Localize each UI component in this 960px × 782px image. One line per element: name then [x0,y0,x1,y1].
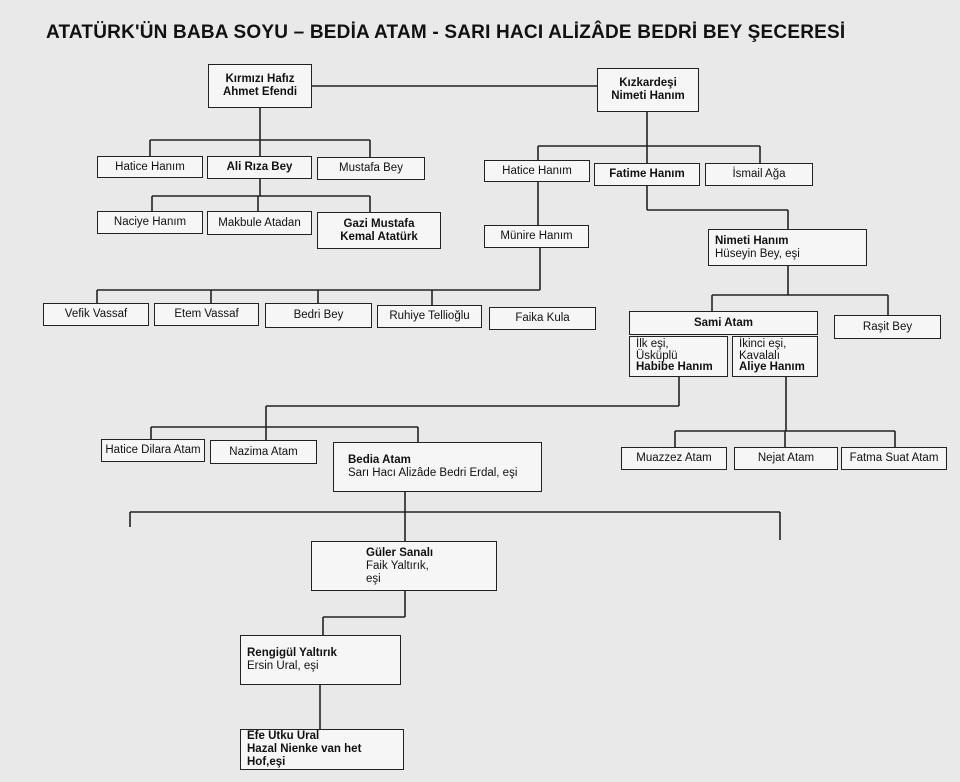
person-hatice-hanim-2: Hatice Hanım [484,160,590,182]
spouse-label: İlk eşi, [636,338,669,351]
person-bedri-bey: Bedri Bey [265,303,372,328]
person-naciye-hanim: Naciye Hanım [97,211,203,234]
person-fatime-hanim: Fatime Hanım [594,163,700,186]
person-makbule-atadan: Makbule Atadan [207,211,312,235]
spouse-line: Faik Yaltırık, eşi [366,559,429,585]
person-faika-kula: Faika Kula [489,307,596,330]
person-munire-hanim: Münire Hanım [484,225,589,248]
person-ali-riza-bey: Ali Rıza Bey [207,156,312,179]
page-title: ATATÜRK'ÜN BABA SOYU – BEDİA ATAM - SARI HACI ALİZÂDE BEDRİ BEY ŞECERESİ [46,22,846,43]
name-line: Rengigül Yaltırık [247,647,337,659]
person-kizkardesi-nimeti-hanim [597,68,699,112]
name-line: Efe Utku Ural [247,730,320,742]
name-line: Güler Sanalı [366,546,434,559]
name-line: Kızkardeşi [619,77,677,89]
person-kirmizi-hafiz-ahmet-efendi [208,64,312,108]
person-nejat-atam: Nejat Atam [734,447,838,470]
person-nazima-atam: Nazima Atam [210,440,317,464]
name-line: Bedia Atam [348,454,411,466]
spouse-line: Ersin Ural, eşi [247,660,319,672]
person-hatice-dilara-atam: Hatice Dilara Atam [101,439,205,462]
spouse-habibe-hanim [629,336,728,377]
person-bedia-atam [333,442,542,492]
person-rasit-bey: Raşit Bey [834,315,941,339]
name-line: Kırmızı Hafız [225,73,295,85]
person-guler-sanali [311,541,497,591]
spouse-origin: Kavalalı [739,349,780,362]
name-line: Nimeti Hanım [611,90,685,102]
person-etem-vassaf: Etem Vassaf [154,303,259,326]
person-hatice-hanim: Hatice Hanım [97,156,203,178]
person-sami-atam: Sami Atam [629,311,818,335]
person-fatma-suat-atam: Fatma Suat Atam [841,447,947,470]
spouse-origin: Üsküplü [636,349,678,362]
person-muazzez-atam: Muazzez Atam [621,447,727,470]
name-line: Ahmet Efendi [222,86,298,98]
spouse-line: Hüseyin Bey, eşi [715,247,800,260]
name-line: Gazi Mustafa [343,217,415,230]
spouse-label: İkinci eşi, [739,338,787,351]
person-gazi-mustafa-kemal-ataturk [317,212,441,249]
name-line: Kemal Atatürk [340,230,418,243]
spouse-name: Habibe Hanım [636,361,713,374]
spouse-name: Aliye Hanım [739,361,805,374]
person-vefik-vassaf: Vefik Vassaf [43,303,149,326]
spouse-aliye-hanim [732,336,818,377]
person-efe-utku-ural [240,729,404,770]
spouse-line: Hazal Nienke van het Hof,eşi [247,743,362,768]
person-nimeti-hanim [708,229,867,266]
spouse-line: Sarı Hacı Alizâde Bedri Erdal, eşi [348,467,518,479]
person-ismail-aga: İsmail Ağa [705,163,813,186]
name-line: Nimeti Hanım [715,234,789,247]
person-mustafa-bey: Mustafa Bey [317,157,425,180]
person-ruhiye-tellioglu: Ruhiye Tellioğlu [377,305,482,328]
person-rengigul-yaltirik [240,635,401,685]
